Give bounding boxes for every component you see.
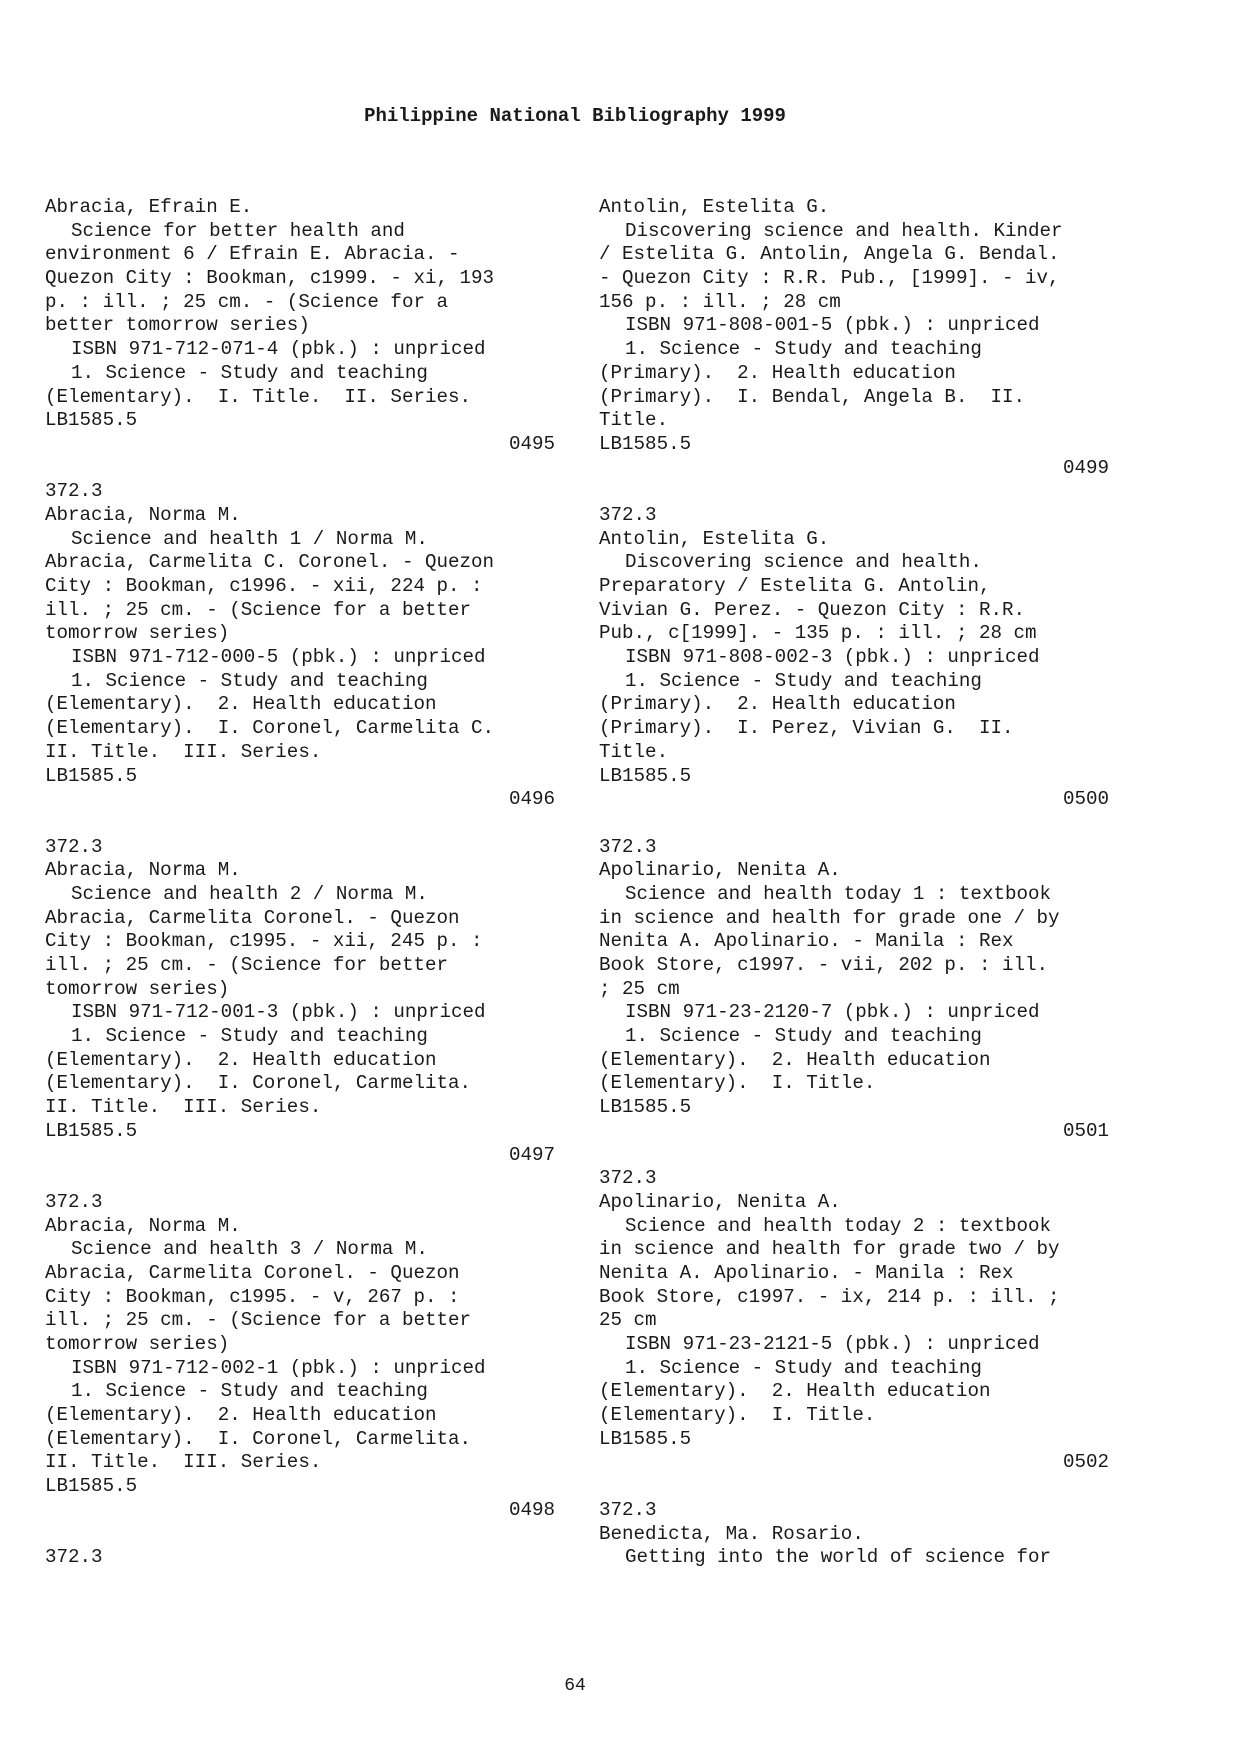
entry-line: 1. Science - Study and teaching xyxy=(625,1356,982,1379)
lc-classification: LB1585.5 xyxy=(599,1427,692,1450)
entry-line: (Elementary). I. Coronel, Carmelita. xyxy=(45,1072,472,1095)
call-number: 372.3 xyxy=(45,1546,103,1569)
page-number: 64 xyxy=(564,1676,586,1696)
entry-line: 1. Science - Study and teaching xyxy=(625,338,982,361)
entry-line: Abracia, Efrain E. xyxy=(45,196,253,218)
entry-line: City : Bookman, c1995. - xii, 245 p. : xyxy=(45,930,483,953)
entry-line: / Estelita G. Antolin, Angela G. Bendal. xyxy=(599,243,1060,266)
entry-line: 1. Science - Study and teaching xyxy=(71,1025,428,1048)
entry-line: II. Title. III. Series. xyxy=(45,1096,322,1119)
entry-line: better tomorrow series) xyxy=(45,314,310,337)
entry-line: ill. ; 25 cm. - (Science for better xyxy=(45,954,449,976)
entry-line: (Elementary). I. Title. xyxy=(599,1404,876,1427)
entry-line: (Elementary). 2. Health education xyxy=(45,1404,437,1427)
entry-line: 1. Science - Study and teaching xyxy=(71,361,428,384)
entry-line: (Elementary). 2. Health education xyxy=(45,693,437,716)
lc-classification: LB1585.5 xyxy=(599,764,692,787)
entry-line: (Elementary). 2. Health education xyxy=(45,1048,437,1071)
entry-line: Nenita A. Apolinario. - Manila : Rex xyxy=(599,1261,1014,1284)
entry-line: (Elementary). I. Title. xyxy=(599,1072,876,1095)
entry-line: Pub., c[1999]. - 135 p. : ill. ; 28 cm xyxy=(599,622,1037,645)
entry-number: 0502 xyxy=(1062,1451,1109,1474)
lc-classification: LB1585.5 xyxy=(45,1475,138,1498)
entry-line: (Elementary). I. Coronel, Carmelita. xyxy=(45,1427,472,1450)
entry-line: Science and health 1 / Norma M. xyxy=(71,527,428,550)
entry-spacer xyxy=(599,480,1109,504)
entry-line: 1. Science - Study and teaching xyxy=(625,669,982,692)
entry-spacer xyxy=(45,457,555,481)
lc-classification: LB1585.5 xyxy=(45,1119,138,1142)
entry-line: Title. xyxy=(599,409,669,432)
entry-line: Abracia, Carmelita Coronel. - Quezon xyxy=(45,906,460,929)
entry-line: Title. xyxy=(599,740,669,763)
call-number: 372.3 xyxy=(45,835,103,858)
entry-spacer xyxy=(599,812,1109,836)
entry-number: 0497 xyxy=(508,1143,555,1166)
entry-line: Antolin, Estelita G. xyxy=(599,196,830,218)
isbn-line: ISBN 971-23-2120-7 (pbk.) : unpriced xyxy=(625,1001,1040,1024)
entry-spacer xyxy=(45,1523,555,1547)
entry-line: Science for better health and xyxy=(71,219,405,242)
entry-line: (Primary). I. Bendal, Angela B. II. xyxy=(599,385,1026,408)
lc-classification: LB1585.5 xyxy=(45,409,138,432)
entry-line: tomorrow series) xyxy=(45,1333,230,1355)
entry-line: Discovering science and health. xyxy=(625,551,982,574)
entry-spacer xyxy=(45,1167,555,1191)
call-number: 372.3 xyxy=(599,1498,657,1521)
entry-line: II. Title. III. Series. xyxy=(45,740,322,763)
isbn-line: ISBN 971-712-002-1 (pbk.) : unpriced xyxy=(71,1356,486,1379)
entry-line: - Quezon City : R.R. Pub., [1999]. - iv, xyxy=(599,267,1060,290)
entry-line: Science and health 3 / Norma M. xyxy=(71,1238,428,1261)
entry-number: 0500 xyxy=(1062,788,1109,811)
entry-line: Abracia, Norma M. xyxy=(45,1214,241,1237)
entry-line: (Elementary). 2. Health education xyxy=(599,1048,991,1071)
entry-number: 0498 xyxy=(508,1498,555,1521)
entry-line: City : Bookman, c1995. - v, 267 p. : xyxy=(45,1285,460,1308)
entry-line: tomorrow series) xyxy=(45,622,230,645)
entry-line: Apolinario, Nenita A. xyxy=(599,859,841,882)
entry-line: 1. Science - Study and teaching xyxy=(625,1025,982,1048)
entry-line: Getting into the world of science for xyxy=(625,1546,1052,1569)
entry-line: environment 6 / Efrain E. Abracia. - xyxy=(45,243,460,266)
lc-classification: LB1585.5 xyxy=(599,432,692,455)
call-number: 372.3 xyxy=(599,503,657,526)
lc-classification: LB1585.5 xyxy=(45,764,138,787)
entry-line: Abracia, Carmelita C. Coronel. - Quezon xyxy=(45,551,495,574)
entry-number: 0501 xyxy=(1062,1119,1109,1142)
entry-line: (Primary). 2. Health education xyxy=(599,693,956,716)
page-title: Philippine National Bibliography 1999 xyxy=(364,105,786,127)
entry-line: tomorrow series) xyxy=(45,977,230,1000)
entry-line: Science and health today 1 : textbook xyxy=(625,882,1052,905)
isbn-line: ISBN 971-712-000-5 (pbk.) : unpriced xyxy=(71,646,486,669)
entry-line: (Primary). 2. Health education xyxy=(599,361,956,384)
entry-line: p. : ill. ; 25 cm. - (Science for a xyxy=(45,290,449,313)
entry-line: 1. Science - Study and teaching xyxy=(71,1380,428,1403)
left-column xyxy=(45,196,555,1570)
entry-spacer xyxy=(599,1475,1109,1499)
entry-line: 156 p. : ill. ; 28 cm xyxy=(599,290,841,313)
entry-number: 0495 xyxy=(508,432,555,455)
isbn-line: ISBN 971-712-001-3 (pbk.) : unpriced xyxy=(71,1001,486,1024)
entry-line: ill. ; 25 cm. - (Science for a better xyxy=(45,1309,472,1332)
entry-number: 0499 xyxy=(1062,456,1109,479)
entry-line: in science and health for grade one / by xyxy=(599,906,1060,929)
lc-classification: LB1585.5 xyxy=(599,1096,692,1119)
entry-line: Antolin, Estelita G. xyxy=(599,527,830,550)
entry-line: (Primary). I. Perez, Vivian G. II. xyxy=(599,717,1014,740)
entry-line: Nenita A. Apolinario. - Manila : Rex xyxy=(599,930,1014,953)
call-number: 372.3 xyxy=(599,1167,657,1190)
isbn-line: ISBN 971-808-002-3 (pbk.) : unpriced xyxy=(625,646,1040,669)
entry-line: Book Store, c1997. - ix, 214 p. : ill. ; xyxy=(599,1285,1060,1308)
isbn-line: ISBN 971-23-2121-5 (pbk.) : unpriced xyxy=(625,1333,1040,1355)
entry-spacer xyxy=(45,812,555,836)
entry-line: City : Bookman, c1996. - xii, 224 p. : xyxy=(45,575,483,597)
isbn-line: ISBN 971-712-071-4 (pbk.) : unpriced xyxy=(71,338,486,361)
entry-line: in science and health for grade two / by xyxy=(599,1238,1060,1261)
entry-line: Science and health 2 / Norma M. xyxy=(71,882,428,905)
entry-line: 25 cm xyxy=(599,1309,657,1332)
entry-line: Discovering science and health. Kinder xyxy=(625,219,1063,242)
entry-line: Abracia, Norma M. xyxy=(45,859,241,882)
entry-line: Science and health today 2 : textbook xyxy=(625,1214,1052,1237)
entry-line: Book Store, c1997. - vii, 202 p. : ill. xyxy=(599,954,1049,976)
entry-line: II. Title. III. Series. xyxy=(45,1451,322,1474)
entry-number: 0496 xyxy=(508,788,555,811)
entry-line: Apolinario, Nenita A. xyxy=(599,1190,841,1213)
call-number: 372.3 xyxy=(45,1190,103,1213)
entry-line: Vivian G. Perez. - Quezon City : R.R. xyxy=(599,598,1026,621)
entry-line: (Elementary). I. Title. II. Series. xyxy=(45,385,472,408)
entry-line: Preparatory / Estelita G. Antolin, xyxy=(599,575,991,597)
call-number: 372.3 xyxy=(599,835,657,858)
entry-spacer xyxy=(599,1144,1109,1168)
entry-line: Abracia, Carmelita Coronel. - Quezon xyxy=(45,1261,460,1284)
entry-line: Quezon City : Bookman, c1999. - xi, 193 xyxy=(45,267,495,290)
isbn-line: ISBN 971-808-001-5 (pbk.) : unpriced xyxy=(625,314,1040,337)
entry-line: Benedicta, Ma. Rosario. xyxy=(599,1522,864,1545)
entry-line: ; 25 cm xyxy=(599,977,680,1000)
entry-line: Abracia, Norma M. xyxy=(45,503,241,526)
entry-line: (Elementary). 2. Health education xyxy=(599,1380,991,1403)
call-number: 372.3 xyxy=(45,480,103,503)
entry-line: 1. Science - Study and teaching xyxy=(71,669,428,692)
entry-line: ill. ; 25 cm. - (Science for a better xyxy=(45,598,472,621)
right-column xyxy=(599,196,1109,1570)
entry-line: (Elementary). I. Coronel, Carmelita C. xyxy=(45,717,495,740)
